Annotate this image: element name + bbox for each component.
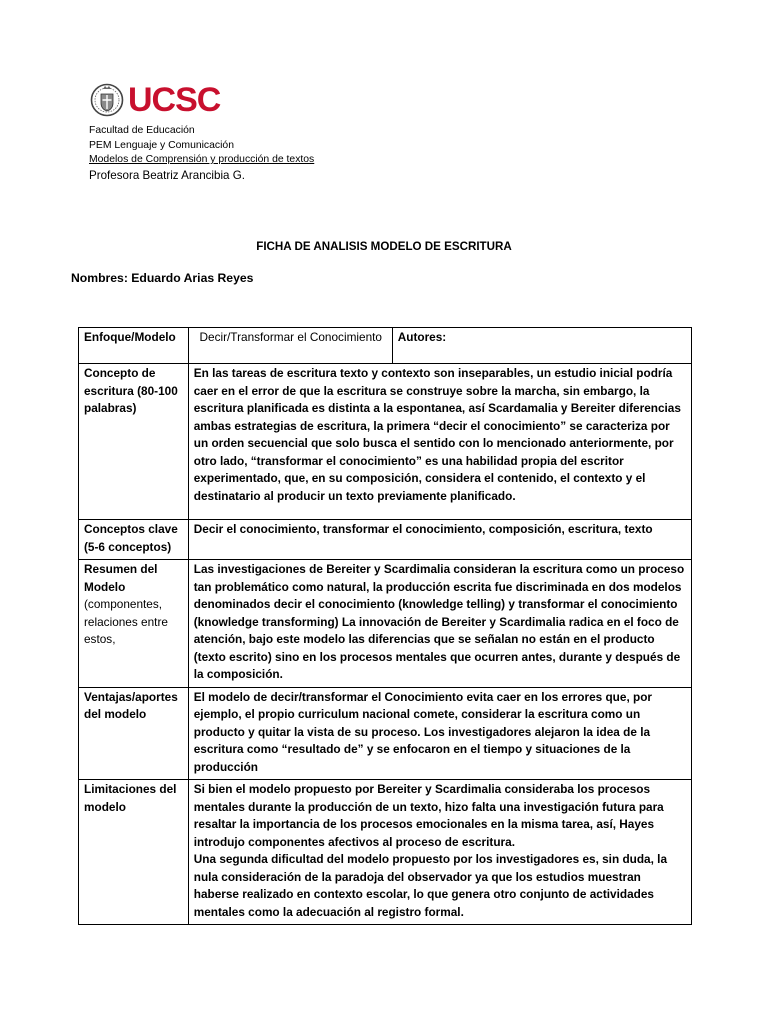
conceptos-clave-label: Conceptos clave (5-6 conceptos) <box>79 520 189 560</box>
ucsc-logo-text: UCSC <box>128 81 221 119</box>
conceptos-clave-value: Decir el conocimiento, transformar el conocimiento, composición, escritura, texto <box>188 520 691 560</box>
course-line: Modelos de Comprensión y producción de textos <box>89 154 315 165</box>
authors-label: Autores: <box>392 328 691 364</box>
ventajas-label: Ventajas/aportes del modelo <box>79 687 189 780</box>
table-row-limitaciones <box>79 780 692 925</box>
table-row-resumen <box>79 560 692 688</box>
table-row-conceptos-clave <box>79 520 692 560</box>
document-title: FICHA DE ANALISIS MODELO DE ESCRITURA <box>256 240 512 253</box>
limitaciones-label: Limitaciones del modelo <box>79 780 189 925</box>
limitaciones-paragraph-1: Si bien el modelo propuesto por Bereiter y Scardimalia consideraba los procesos mentales durante la producción de un texto, hizo falta una investigación futura para resaltar la importancia de los procesos emocionales en la misma tarea, así, Hayes introdujo componentes afectivos al proceso de escritura. <box>193 782 664 849</box>
enfoque-value: Decir/Transformar el Conocimiento <box>188 328 392 364</box>
table-row-ventajas <box>79 687 692 780</box>
concepto-value: En las tareas de escritura texto y contexto son inseparables, un estudio inicial podría caer en el error de que la escritura se construye sobre la marcha, sin embargo, la escritura planificada es distinta a la espontanea, así Scardamalia y Bereiter diferencias ambas estrategias de escritura, la primera “decir el conocimiento” se caracteriza por un orden secuencial que solo busca el sentido con lo mencionado anteriormente, por otro lado, “transformar el conocimiento” es una habilidad propia del escritor experimentado, que, en su composición, considera el contenido, el contexto y el destinatario al producir un texto previamente planificado. <box>188 364 691 520</box>
professor-line: Profesora Beatriz Arancibia G. <box>89 168 245 182</box>
resumen-value: Las investigaciones de Bereiter y Scardimalia consideran la escritura como un proceso tan problemático como natural, la producción escrita fue discriminada en dos modelos denominados decir el conocimiento (knowledge telling) y transformar el conocimiento (knowledge transforming) La innovación de Bereiter y Scardimalia radica en el foco de atención, bajo este modelo las diferencias que se señalan no están en el producto (texto escrito) sino en los procesos mentales que ocurren antes, durante y después de la composición. <box>188 560 691 688</box>
enfoque-label: Enfoque/Modelo <box>79 328 189 364</box>
resumen-label-title: Resumen del Modelo <box>84 562 158 594</box>
analysis-table <box>78 327 692 925</box>
ventajas-value: El modelo de decir/transformar el Conocimiento evita caer en los errores que, por ejemplo, el propio curriculum nacional comete, considerar la escritura como un producto y quitar la vista de su proceso. Los investigadores alejaron la idea de la escritura como “resultado de” y se enfocaron en el tiempo y situaciones de la producción <box>188 687 691 780</box>
limitaciones-paragraph-2: Una segunda dificultad del modelo propuesto por los investigadores es, sin duda, la nula consideración de la paradoja del observador ya que los estudios muestran haberse realizado en contexto escolar, lo que genera otro conjunto de actividades mentales como la adecuación al registro formal. <box>193 852 668 919</box>
student-names: Nombres: Eduardo Arias Reyes <box>71 271 254 285</box>
resumen-label <box>79 560 189 688</box>
institution-header <box>89 124 314 183</box>
university-seal-icon <box>90 80 124 120</box>
faculty-line: Facultad de Educación <box>89 125 195 136</box>
program-line: PEM Lenguaje y Comunicación <box>89 139 234 151</box>
resumen-label-detail: (componentes, relaciones entre estos, <box>84 597 168 646</box>
limitaciones-value <box>188 780 691 925</box>
table-row-enfoque <box>79 328 692 364</box>
ucsc-logo <box>90 80 220 122</box>
table-row-concepto <box>79 364 692 520</box>
concepto-label: Concepto de escritura (80-100 palabras) <box>79 364 189 520</box>
